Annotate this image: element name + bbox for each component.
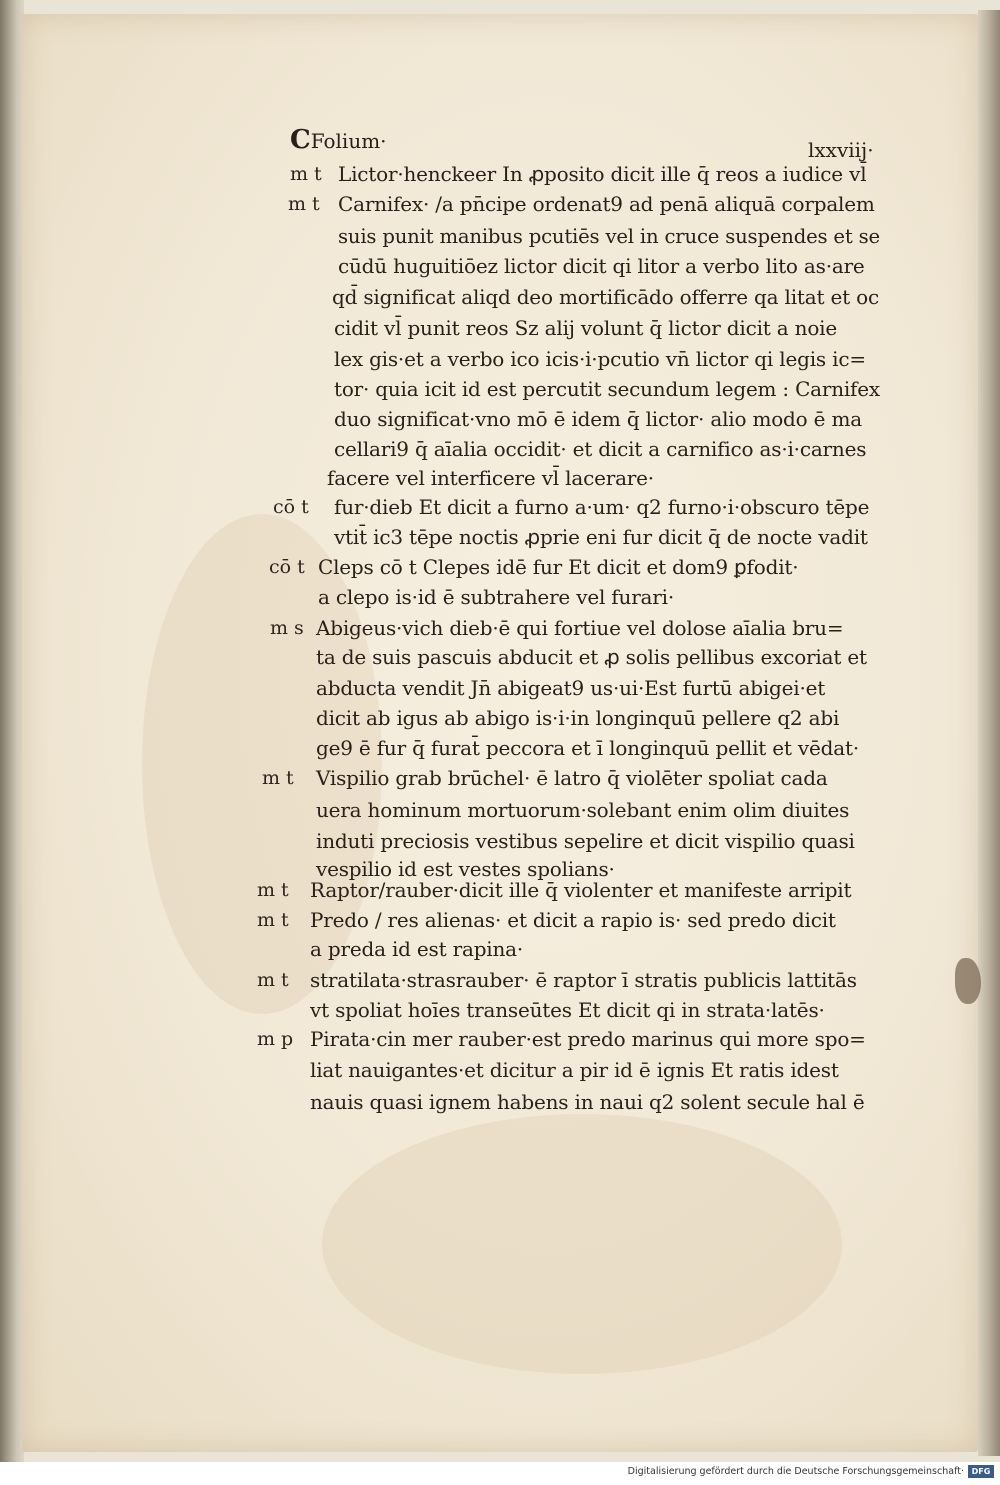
text-line: liat nauigantes·et dicitur a pir id ē ignis Et ratis idest <box>310 1058 839 1082</box>
margin-mark: m t <box>262 767 294 789</box>
margin-mark: m t <box>257 909 289 931</box>
text-line: tor· quia icit id est percutit secundum legem : Carnifex <box>334 377 880 401</box>
text-line: suis punit manibus pcutiēs vel in cruce suspendes et se <box>338 224 880 248</box>
text-line: a preda id est rapina· <box>310 937 524 961</box>
text-line: vtit̄ ic3 tēpe noctis ꝓprie eni fur dicit q̄ de nocte vadit <box>334 525 868 549</box>
text-line: Cleps cō t Clepes idē fur Et dicit et dom9 ꝑfodit· <box>318 555 799 579</box>
margin-mark: cō t <box>273 496 309 518</box>
text-line: Lictor·henckeer In ꝓposito dicit ille q̄ reos a iudice vl̄ <box>338 162 867 186</box>
text-line: lex gis·et a verbo ico icis·i·pcutio vn̄ lictor qi legis ic= <box>334 347 866 371</box>
text-line: ta de suis pascuis abducit et ꝓ solis pellibus excoriat et <box>316 645 867 669</box>
page-stain <box>322 1114 842 1374</box>
folio-number: lxxviij· <box>808 138 874 162</box>
text-line: nauis quasi ignem habens in naui q2 solent secule hal ē <box>310 1090 865 1114</box>
text-line: abducta vendit Jn̄ abigeat9 us·ui·Est furtū abigei·et <box>316 676 826 700</box>
pilcrow-mark: C <box>290 125 311 155</box>
text-line: Raptor/rauber·dicit ille q̄ violenter et manifeste arripit <box>310 878 852 902</box>
text-line: cidit vl̄ punit reos Sz alij volunt q̄ lictor dicit a noie <box>334 316 837 340</box>
text-line: induti preciosis vestibus sepelire et dicit vispilio quasi <box>316 829 855 853</box>
margin-mark: m t <box>288 193 320 215</box>
footer-credit: Digitalisierung gefördert durch die Deutsche Forschungsgemeinschaft· <box>627 1466 964 1477</box>
text-line: a clepo is·id ē subtrahere vel furari· <box>318 585 674 609</box>
text-line: ge9 ē fur q̄ furat̄ peccora et ī longinquū pellit et vēdat· <box>316 736 859 760</box>
text-line: fur·dieb Et dicit a furno a·um· q2 furno·i·obscuro tēpe <box>334 495 870 519</box>
margin-mark: cō t <box>269 556 305 578</box>
text-line: cūdū huguitiōez lictor dicit qi litor a verbo lito as·are <box>338 254 865 278</box>
text-line: Vispilio grab brūchel· ē latro q̄ violēter spoliat cada <box>316 766 828 790</box>
folium-label: Folium· <box>310 129 387 153</box>
dfg-logo: DFG <box>968 1465 994 1478</box>
text-line: duo significat·vno mō ē idem q̄ lictor· alio modo ē ma <box>334 407 862 431</box>
margin-mark: m s <box>270 617 304 639</box>
page-edge <box>978 10 1000 1456</box>
text-line: cellari9 q̄ aīalia occidit· et dicit a carnifico as·i·carnes <box>334 437 867 461</box>
text-line: vt spoliat hoīes transeūtes Et dicit qi in strata·latēs· <box>310 998 825 1022</box>
margin-mark: m p <box>257 1028 294 1050</box>
text-line: dicit ab igus ab abigo is·i·in longinquū pellere q2 abi <box>316 706 840 730</box>
text-line: Abigeus·vich dieb·ē qui fortiue vel dolose aīalia bru= <box>316 616 844 640</box>
text-line: Predo / res alienas· et dicit a rapio is· sed predo dicit <box>310 908 836 932</box>
margin-mark: m t <box>257 969 289 991</box>
text-line: stratilata·strasrauber· ē raptor ī stratis publicis lattitās <box>310 968 857 992</box>
text-line: qd̄ significat aliqd deo mortificādo offerre qa litat et oc <box>332 285 879 309</box>
folio-header <box>290 126 387 154</box>
footer-bar <box>0 1462 1000 1485</box>
book-binding <box>0 0 24 1462</box>
text-line: vespilio id est vestes spolians· <box>316 857 615 881</box>
margin-mark: m t <box>257 879 289 901</box>
text-line: Pirata·cin mer rauber·est predo marinus qui more spo= <box>310 1027 866 1051</box>
text-line: Carnifex· /a pn̄cipe ordenat9 ad penā aliquā corpalem <box>338 192 875 216</box>
text-line: uera hominum mortuorum·solebant enim olim diuites <box>316 798 850 822</box>
page-damage <box>955 958 981 1004</box>
text-line: facere vel interficere vl̄ lacerare· <box>327 466 654 490</box>
margin-mark: m t <box>290 163 322 185</box>
